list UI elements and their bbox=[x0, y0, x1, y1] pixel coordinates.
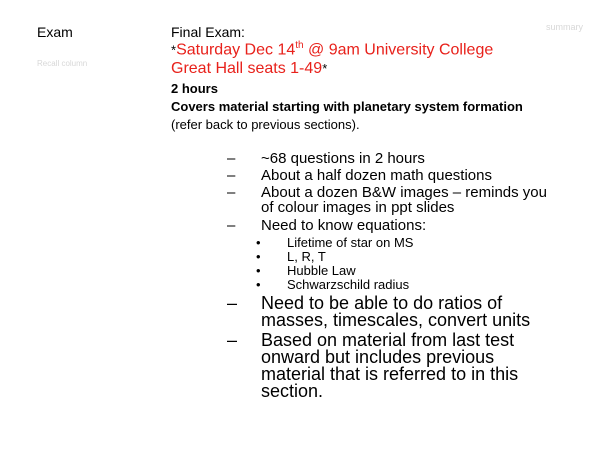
point-text: of colour images in ppt slides bbox=[261, 199, 455, 216]
summary-label: summary bbox=[546, 22, 584, 32]
point-text: section. bbox=[261, 381, 324, 401]
dash-bullet: – bbox=[227, 217, 236, 234]
exam-heading: Final Exam: bbox=[171, 24, 245, 40]
point-text: onward but includes previous bbox=[261, 347, 495, 367]
dot-bullet: • bbox=[256, 263, 261, 278]
equation-text: Hubble Law bbox=[287, 263, 356, 278]
dash-bullet: – bbox=[227, 150, 236, 167]
exam-date-line-1 bbox=[171, 40, 493, 59]
exam-seats-text: Great Hall seats 1-49 bbox=[171, 60, 323, 77]
point-text: About a half dozen math questions bbox=[261, 167, 492, 184]
point-text: masses, timescales, convert units bbox=[261, 310, 531, 330]
point-text: Based on material from last test bbox=[261, 330, 515, 350]
point-text: About a dozen B&W images – reminds you bbox=[261, 184, 547, 201]
exam-location-text: @ 9am University College bbox=[303, 41, 494, 59]
exam-coverage: Covers material starting with planetary system formation bbox=[171, 99, 523, 114]
dot-bullet: • bbox=[256, 277, 261, 292]
equation-text: Schwarzschild radius bbox=[287, 277, 410, 292]
point-material-cont-3 bbox=[261, 381, 323, 402]
point-text: Need to be able to do ratios of bbox=[261, 293, 503, 313]
exam-duration: 2 hours bbox=[171, 81, 218, 96]
point-text: material that is referred to in this bbox=[261, 364, 519, 384]
dash-bullet: – bbox=[227, 167, 236, 184]
equation-text: Lifetime of star on MS bbox=[287, 235, 414, 250]
refer-back-note: (refer back to previous sections). bbox=[171, 117, 360, 132]
point-ratios-cont bbox=[261, 310, 530, 331]
recall-column-label: Recall column bbox=[37, 59, 88, 68]
dot-bullet: • bbox=[256, 235, 261, 250]
point-text: ~68 questions in 2 hours bbox=[261, 150, 425, 167]
exam-date-text: Saturday Dec 14 bbox=[176, 41, 296, 59]
exam-date-suffix: th bbox=[295, 40, 304, 51]
dash-bullet: – bbox=[227, 293, 238, 313]
exam-date-line-2 bbox=[171, 60, 327, 78]
star-marker: * bbox=[171, 42, 177, 58]
cue-title: Exam bbox=[37, 24, 73, 40]
star-marker-end: * bbox=[322, 61, 328, 76]
dot-bullet: • bbox=[256, 249, 261, 264]
point-text: Need to know equations: bbox=[261, 217, 427, 234]
equation-text: L, R, T bbox=[287, 249, 326, 264]
dash-bullet: – bbox=[227, 184, 236, 201]
point-images-cont bbox=[261, 199, 454, 216]
dash-bullet: – bbox=[227, 330, 238, 350]
